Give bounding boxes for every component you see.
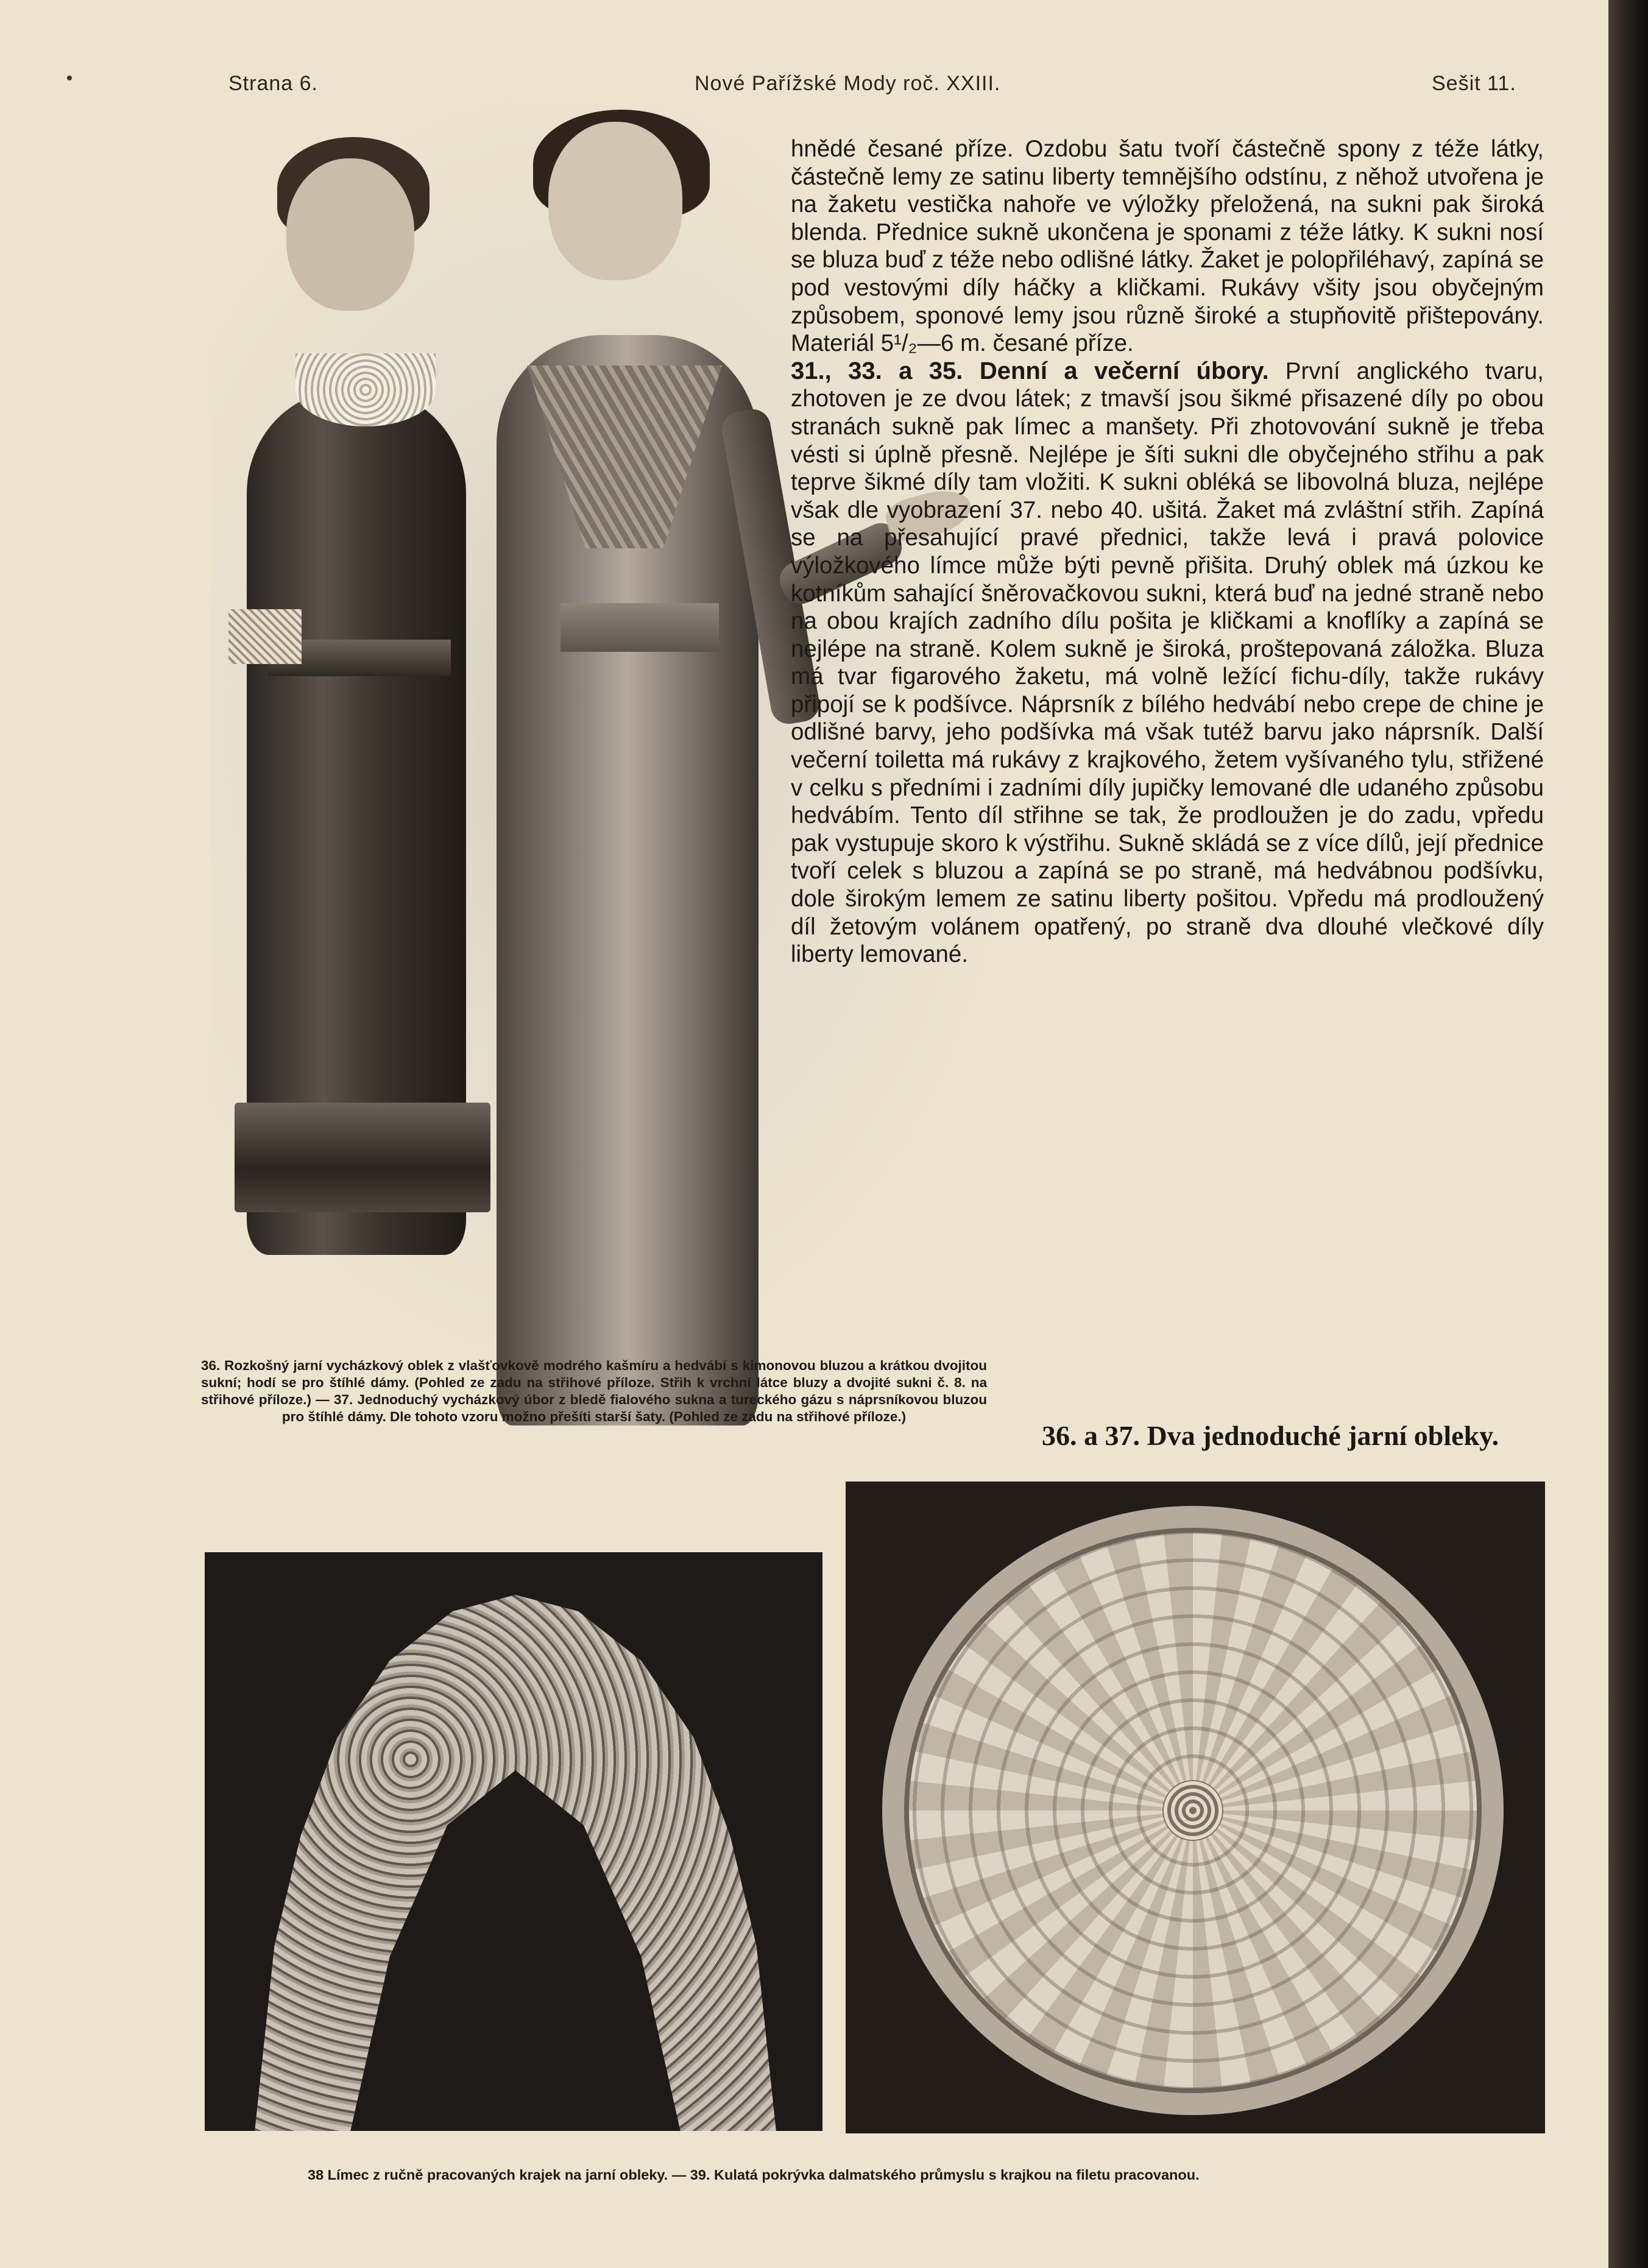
lace-collar-photo xyxy=(205,1552,822,2131)
left-figure-lace-collar xyxy=(295,353,436,426)
page-number: Strana 6. xyxy=(228,72,318,95)
article-paragraph: hnědé česané příze. Ozdobu šatu tvoří částečně spony z téže látky, částečně lemy ze satinu liberty temnějšího odstínu, z něhož utvořena je na žaketu vestička nahoře ve výložky přeložená, na sukni pak široká blenda. Přednice sukně ukončena je sponami z téže látky. K sukni nosí se bluza buď z téže nebo odlišné látky. Žaket je polopřiléhavý, zapíná se pod vestovými díly háčky a kličkami. Rukávy všity jsou obyčejným způsobem, sponové lemy jsou různě široké a stupňovitě přištepovány. Materiál 5¹/₂—6 m. česané příze. xyxy=(791,136,1544,357)
article-column xyxy=(791,135,1544,969)
fashion-plate-caption: 36. Rozkošný jarní vycházkový oblek z vlašťovkově modrého kašmíru a hedvábí s kimonovou bluzou a krátkou dvojitou sukní; hodí se pro štíhlé dámy. (Pohled ze zadu na střihové příloze. Střih k vrchní látce bluzy a dvojité sukni č. 8. na střihové příloze.) — 37. Jednoduchý vycházkový úbor z bledě fialového sukna a tureckého gázu s náprsníkovou bluzou pro štíhlé dámy. Dle tohoto vzoru možno přešíti starší šaty. (Pohled ze zadu na střihové příloze.) xyxy=(201,1358,987,1424)
article-paragraph xyxy=(791,358,1544,969)
section-heading: 36. a 37. Dva jednoduché jarní obleky. xyxy=(1042,1420,1499,1451)
right-figure-sash xyxy=(561,603,719,652)
round-doily-photo xyxy=(846,1482,1545,2133)
section-label: 31., 33. a 35. Denní a večerní úbory. xyxy=(791,357,1269,384)
article-paragraph-text: První anglického tvaru, zhotoven je ze dvou látek; z tmavší jsou šikmé přisazené díly po obou stranách sukně pak límec a manšety. Při zhotovování sukně je třeba vésti si úplně přesně. Nejlépe je šíti sukni dle obyčejného střihu a pak teprve šikmé díly tam vložiti. K sukni obléká se libovolná bluza, nejlépe však dle vyobrazení 37. nebo 40. ušitá. Žaket má zvláštní střih. Zapíná se na přesahující pravé přednici, takže levá i pravá polovice výložkového límce může býti pevně přišita. Druhý oblek má úzkou ke kotníkům sahající šněrovačkovou sukni, která buď na jedné straně nebo na obou krajích zadního dílu pošita je kličkami a knoflíky a zapíná se nejlépe na straně. Kolem sukně je široká, proštepovaná záložka. Bluza má tvar figarového žaketu, má volně ležící fichu-díly, takže rukávy připojí se k podšívce. Náprsník z bílého hedvábí nebo crepe de chine je odlišné barvy, jeho podšívka má však tutéž barvu jako náprsník. Další večerní toiletta má rukávy z krajkového, žetem vyšívaného tylu, střižené v celku s předními i zadními díly jupičky lemované dle udaného způsobu hedvábím. Tento díl střihne se tak, že prodloužen je do zadu, vpředu pak vystupuje skoro k výstřihu. Sukně skládá se z více dílů, její přednice tvoří celek s bluzou a zapíná se po straně, má hedvábnou podšívku, dole širokým lemem ze satinu liberty pošitou. Vpředu má prodloužený díl žetovým volánem opatřený, po straně dva dlouhé vlečkové díly liberty lemované. xyxy=(791,358,1544,968)
issue-number: Sešit 11. xyxy=(1432,72,1516,95)
magazine-title: Nové Pařížské Mody roč. XXIII. xyxy=(695,72,1001,95)
lace-collar xyxy=(253,1595,777,2131)
margin-dot xyxy=(67,76,72,80)
left-figure-skirt-band xyxy=(235,1103,490,1212)
book-gutter-shadow xyxy=(1608,0,1648,2268)
right-figure-face xyxy=(548,122,682,280)
left-figure-face xyxy=(286,158,414,311)
doily-center-rosette xyxy=(1162,1780,1223,1841)
photos-caption: 38 Límec z ručně pracovaných krajek na jarní obleky. — 39. Kulatá pokrývka dalmatského průmyslu s krajkou na filetu pracovanou. xyxy=(308,2167,1200,2183)
left-figure-lace-cuff xyxy=(228,609,302,664)
